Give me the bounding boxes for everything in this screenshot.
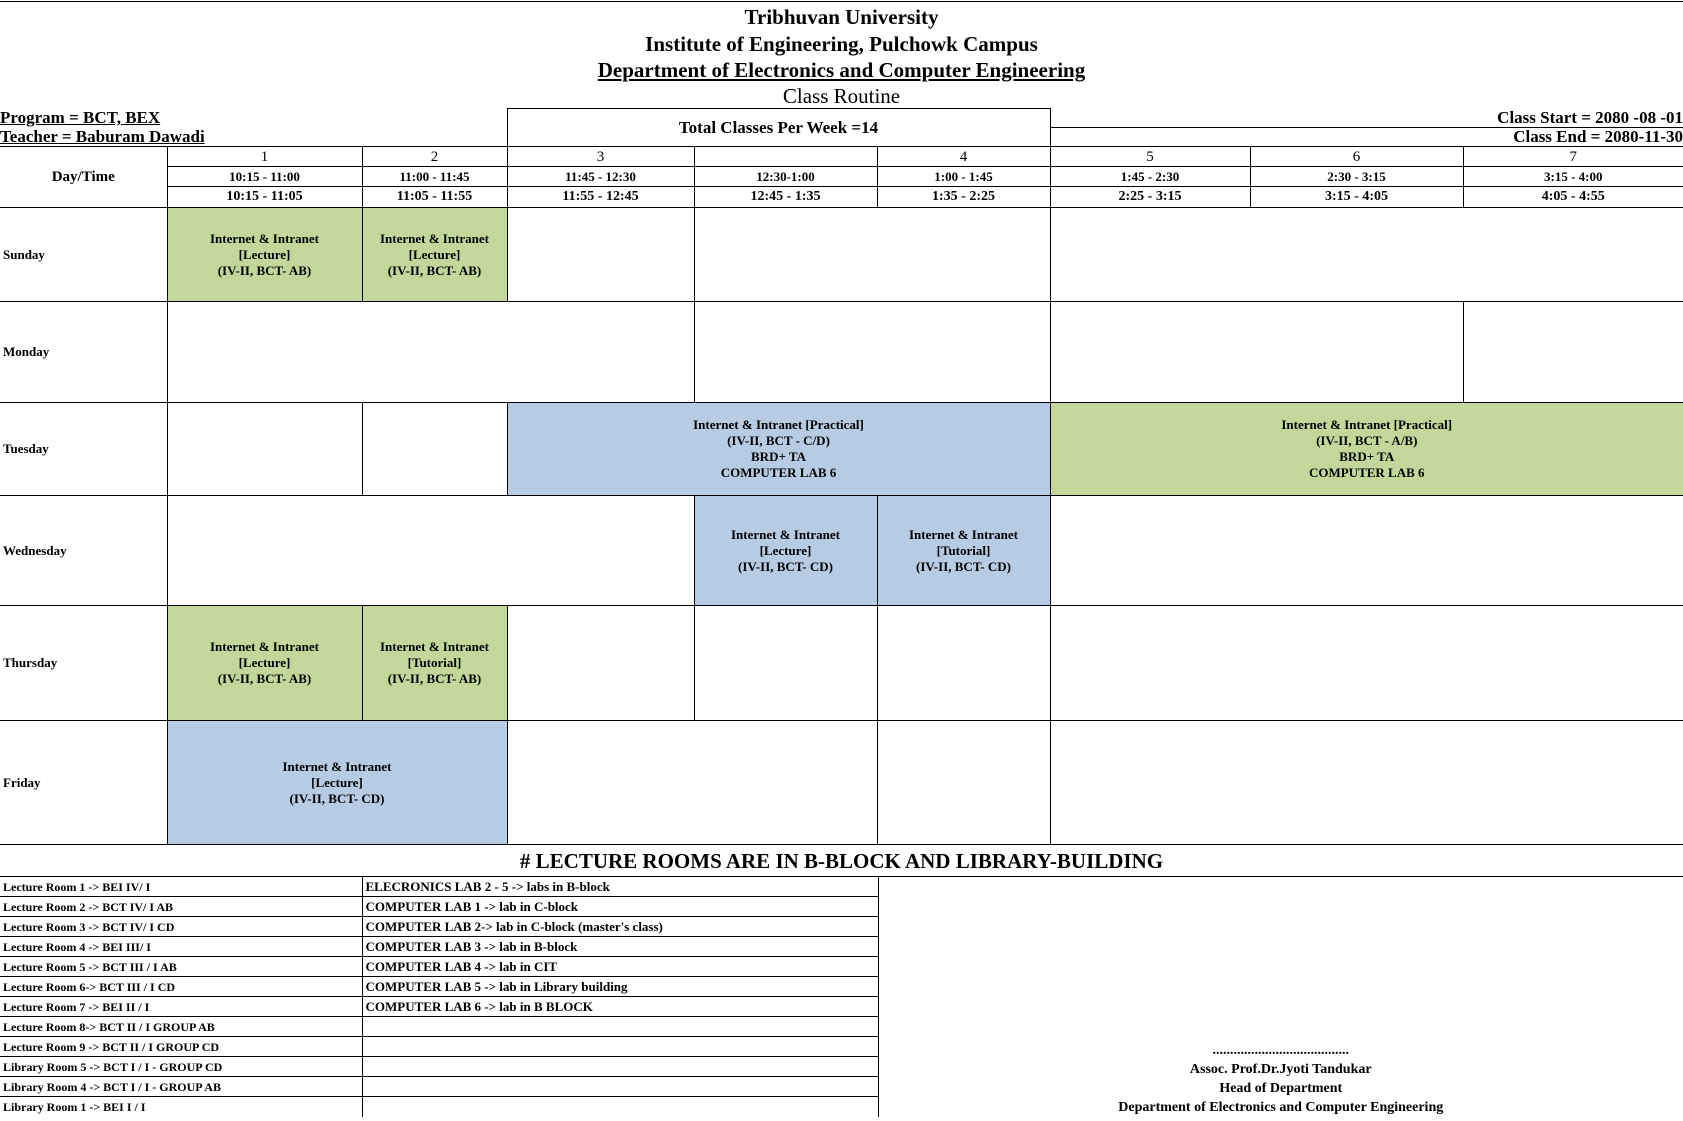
class-block-friday-lecture: Internet & Intranet [Lecture] (IV-II, BCT- CD) — [167, 721, 507, 845]
empty-cell — [877, 606, 1050, 721]
time-slot: 11:55 - 12:45 — [507, 187, 694, 208]
signature-block — [878, 877, 1683, 1117]
time-slot: 1:00 - 1:45 — [877, 167, 1050, 187]
class-block-wednesday-tutorial: Internet & Intranet [Tutorial] (IV-II, BCT- CD) — [877, 496, 1050, 606]
period-number: 3 — [507, 147, 694, 167]
empty-cell — [362, 1037, 878, 1057]
time-slot: 2:30 - 3:15 — [1250, 167, 1463, 187]
lecture-room-entry: Lecture Room 5 -> BCT III / I AB — [0, 957, 362, 977]
empty-cell — [507, 606, 694, 721]
lecture-room-entry: Lecture Room 3 -> BCT IV/ I CD — [0, 917, 362, 937]
lab-entry: COMPUTER LAB 4 -> lab in CIT — [362, 957, 878, 977]
day-sunday: Sunday — [0, 208, 167, 302]
period-number-blank — [694, 147, 877, 167]
class-block-thursday-lecture: Internet & Intranet [Lecture] (IV-II, BCT- AB) — [167, 606, 362, 721]
routine-table — [0, 146, 1683, 845]
empty-cell — [362, 1017, 878, 1037]
lab-entry: ELECRONICS LAB 2 - 5 -> labs in B-block — [362, 877, 878, 897]
empty-cell — [694, 208, 1050, 302]
top-rule — [0, 1, 1683, 2]
day-wednesday: Wednesday — [0, 496, 167, 606]
department-title — [0, 57, 1683, 83]
empty-cell — [1050, 606, 1683, 721]
empty-cell — [167, 496, 694, 606]
day-time-header: Day/Time — [0, 147, 167, 208]
lab-entry: COMPUTER LAB 5 -> lab in Library building — [362, 977, 878, 997]
empty-cell — [694, 606, 877, 721]
time-slot: 11:05 - 11:55 — [362, 187, 507, 208]
lecture-room-entry: Lecture Room 1 -> BEI IV/ I — [0, 877, 362, 897]
day-monday: Monday — [0, 302, 167, 403]
time-slot: 10:15 - 11:00 — [167, 167, 362, 187]
time-slot: 2:25 - 3:15 — [1050, 187, 1250, 208]
lecture-room-entry: Library Room 4 -> BCT I / I - GROUP AB — [0, 1077, 362, 1097]
rooms-table — [0, 876, 1683, 1117]
lecture-room-entry: Lecture Room 8-> BCT II / I GROUP AB — [0, 1017, 362, 1037]
lecture-room-entry: Library Room 1 -> BEI I / I — [0, 1097, 362, 1117]
class-end-label: Class End = 2080-11-30 — [1050, 128, 1683, 147]
period-number: 2 — [362, 147, 507, 167]
empty-cell — [362, 1097, 878, 1117]
period-number: 4 — [877, 147, 1050, 167]
lab-entry: COMPUTER LAB 6 -> lab in B BLOCK — [362, 997, 878, 1017]
empty-cell — [877, 721, 1050, 845]
class-block-sunday-2: Internet & Intranet [Lecture] (IV-II, BCT- AB) — [362, 208, 507, 302]
empty-cell — [1050, 496, 1683, 606]
period-number: 6 — [1250, 147, 1463, 167]
empty-cell — [362, 1077, 878, 1097]
lecture-room-entry: Lecture Room 6-> BCT III / I CD — [0, 977, 362, 997]
day-tuesday: Tuesday — [0, 403, 167, 496]
class-block-thursday-tutorial: Internet & Intranet [Tutorial] (IV-II, BCT- AB) — [362, 606, 507, 721]
lecture-room-entry: Lecture Room 2 -> BCT IV/ I AB — [0, 897, 362, 917]
class-block-sunday-1: Internet & Intranet [Lecture] (IV-II, BCT- AB) — [167, 208, 362, 302]
lab-entry: COMPUTER LAB 3 -> lab in B-block — [362, 937, 878, 957]
period-number: 7 — [1463, 147, 1683, 167]
rooms-title: # LECTURE ROOMS ARE IN B-BLOCK AND LIBRARY-BUILDING — [519, 849, 1164, 873]
lab-entry: COMPUTER LAB 2-> lab in C-block (master's class) — [362, 917, 878, 937]
empty-cell — [1463, 302, 1683, 403]
time-slot: 11:45 - 12:30 — [507, 167, 694, 187]
time-slot: 10:15 - 11:05 — [167, 187, 362, 208]
class-block-wednesday-lecture: Internet & Intranet [Lecture] (IV-II, BCT- CD) — [694, 496, 877, 606]
signatory-department: Department of Electronics and Computer Engineering — [1118, 1099, 1444, 1115]
period-number: 1 — [167, 147, 362, 167]
lecture-room-entry: Lecture Room 9 -> BCT II / I GROUP CD — [0, 1037, 362, 1057]
meta-table — [0, 108, 1683, 147]
teacher-label: Teacher = Baburam Dawadi — [0, 128, 507, 147]
institute-title: Institute of Engineering, Pulchowk Campus — [645, 32, 1038, 56]
lecture-room-entry: Lecture Room 7 -> BEI II / I — [0, 997, 362, 1017]
period-number: 5 — [1050, 147, 1250, 167]
empty-cell — [362, 403, 507, 496]
empty-cell — [167, 302, 694, 403]
time-slot: 11:00 - 11:45 — [362, 167, 507, 187]
time-slot: 4:05 - 4:55 — [1463, 187, 1683, 208]
lab-entry: COMPUTER LAB 1 -> lab in C-block — [362, 897, 878, 917]
empty-cell — [1050, 302, 1463, 403]
total-classes-label: Total Classes Per Week =14 — [507, 109, 1050, 147]
empty-cell — [1050, 721, 1683, 845]
signatory-role: Head of Department — [1219, 1080, 1343, 1096]
signatory-name: Assoc. Prof.Dr.Jyoti Tandukar — [1189, 1061, 1372, 1077]
university-title: Tribhuvan University — [744, 5, 939, 29]
class-block-tuesday-practical-cd: Internet & Intranet [Practical] (IV-II, BCT - C/D) BRD+ TA COMPUTER LAB 6 — [507, 403, 1050, 496]
signature-line: ....................................... — [1212, 1042, 1349, 1058]
program-label: Program = BCT, BEX — [0, 109, 507, 128]
empty-cell — [1050, 208, 1683, 302]
time-slot: 12:30-1:00 — [694, 167, 877, 187]
day-thursday: Thursday — [0, 606, 167, 721]
empty-cell — [507, 721, 877, 845]
empty-cell — [507, 208, 694, 302]
lecture-room-entry: Library Room 5 -> BCT I / I - GROUP CD — [0, 1057, 362, 1077]
time-slot: 3:15 - 4:05 — [1250, 187, 1463, 208]
class-block-tuesday-practical-ab: Internet & Intranet [Practical] (IV-II, BCT - A/B) BRD+ TA COMPUTER LAB 6 — [1050, 403, 1683, 496]
empty-cell — [362, 1057, 878, 1077]
document-title: Class Routine — [782, 84, 901, 108]
department-title-text: Department of Electronics and Computer Engineering — [597, 58, 1086, 82]
time-slot: 3:15 - 4:00 — [1463, 167, 1683, 187]
class-start-label: Class Start = 2080 -08 -01 — [1050, 109, 1683, 128]
day-friday: Friday — [0, 721, 167, 845]
lecture-room-entry: Lecture Room 4 -> BEI III/ I — [0, 937, 362, 957]
time-slot: 1:45 - 2:30 — [1050, 167, 1250, 187]
time-slot: 12:45 - 1:35 — [694, 187, 877, 208]
time-slot: 1:35 - 2:25 — [877, 187, 1050, 208]
empty-cell — [167, 403, 362, 496]
empty-cell — [694, 302, 1050, 403]
